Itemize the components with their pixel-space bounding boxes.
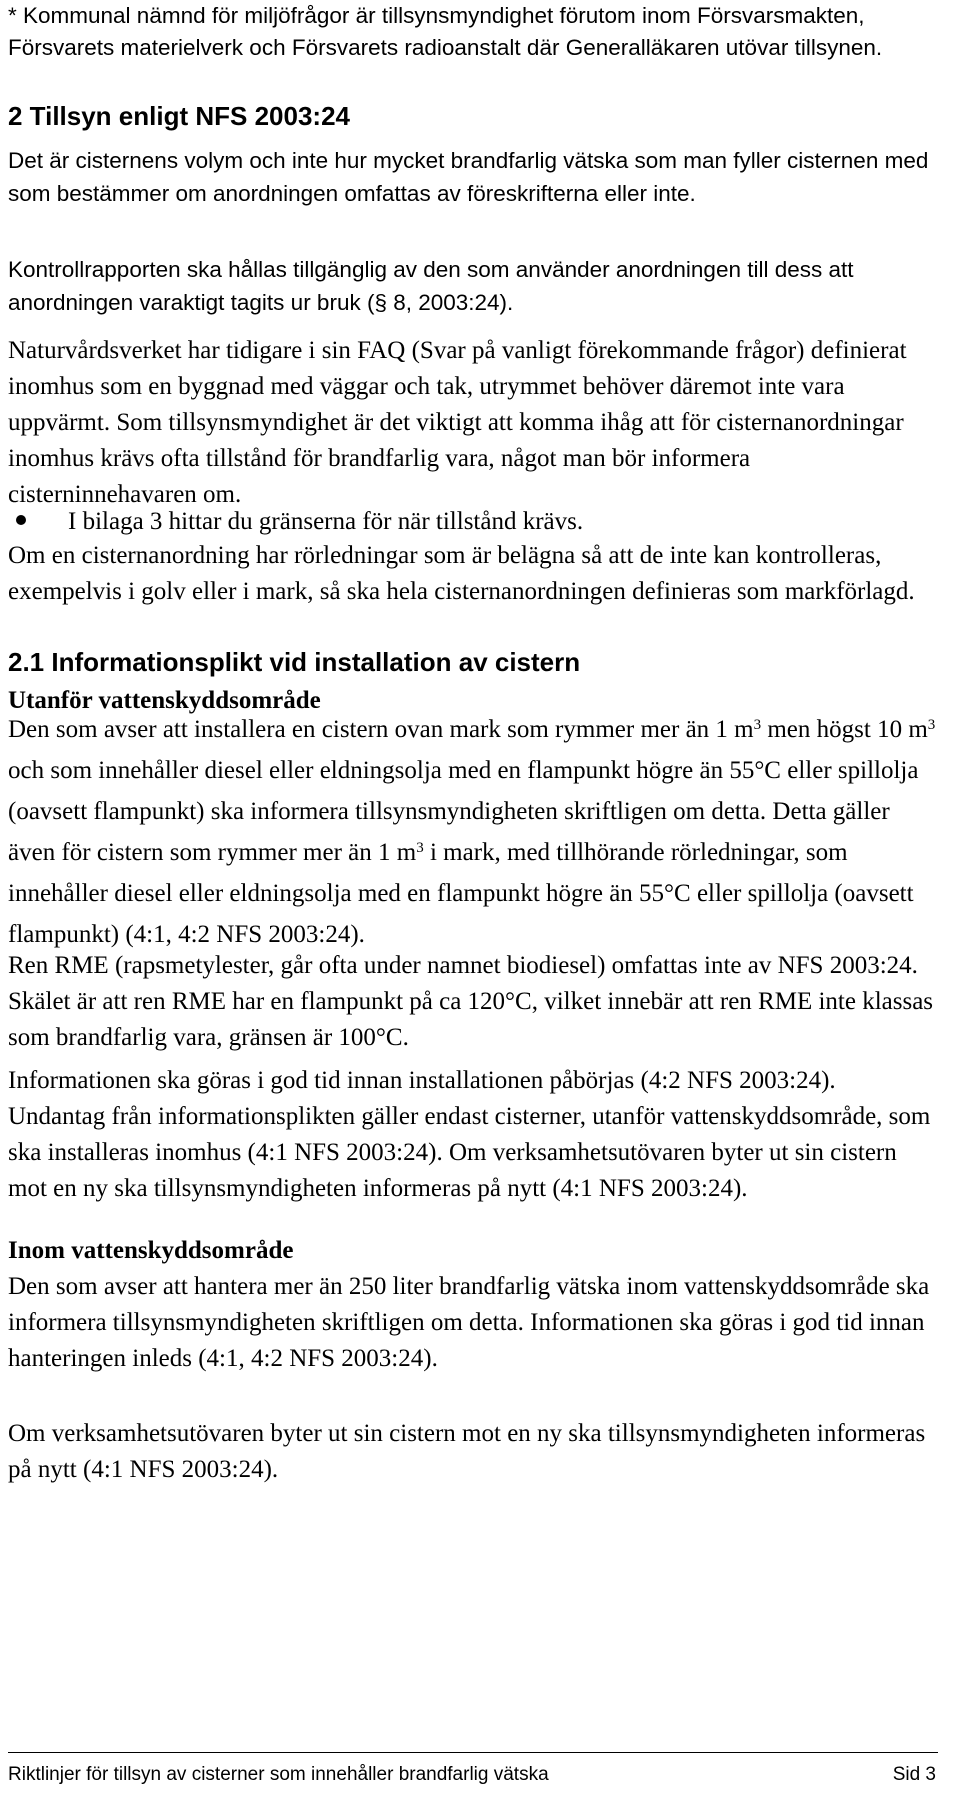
footer-title: Riktlinjer för tillsyn av cisterner som innehåller brandfarlig vätska (8, 1764, 549, 1785)
subheading: Utanför vattenskyddsområde (8, 687, 321, 714)
paragraph: Ren RME (rapsmetylester, går ofta under namnet biodiesel) omfattas inte av NFS 2003:24. Skälet är att ren RME har en flampunkt på ca 120°C, vilket innebär att ren RME inte klassas som brandfarlig vara, gränsen är 100°C. (8, 952, 934, 1051)
paragraph: Om en cisternanordning har rörledningar som är belägna så att de inte kan kontrolleras, exempelvis i golv eller i mark, så ska hela cisternanordningen definieras som markförlagd. (8, 542, 915, 605)
paragraph: Den som avser att installera en cistern ovan mark som rymmer mer än 1 $m^3$ men högst 10 $m^3$ och som innehåller diesel eller eldningsolja med en flampunkt högre än 55°C eller spillolja (oavsett flampunkt) ska informera tillsynsmyndigheten skriftligen om detta. Detta gäller även för cistern som rymmer mer än 1 $m^3$ i mark, med tillhörande rörledningar, som innehåller diesel eller eldningsolja med en flampunkt högre än 55°C eller spillolja (oavsett flampunkt) (4:1, 4:2 NFS 2003:24). (8, 716, 936, 948)
subheading: Inom vattenskyddsområde (8, 1237, 294, 1264)
footnote: * Kommunal nämnd för miljöfrågor är tillsynsmyndighet förutom inom Försvarsmakten, Försvarets materielverk och Försvarets radioanstalt där Generalläkaren utövar tillsynen. (8, 3, 883, 60)
section-heading: 2.1 Informationsplikt vid installation av cistern (8, 647, 581, 677)
paragraph: Det är cisternens volym och inte hur mycket brandfarlig vätska som man fyller cisternen med som bestämmer om anordningen omfattas av föreskrifterna eller inte. (8, 148, 929, 206)
paragraph: Den som avser att hantera mer än 250 liter brandfarlig vätska inom vattenskyddsområde ska informera tillsynsmyndigheten skriftligen om detta. Informationen ska göras i god tid innan hanteringen inleds (4:1, 4:2 NFS 2003:24). (8, 1273, 930, 1372)
footer-divider (8, 1752, 938, 1753)
paragraph: Naturvårdsverket har tidigare i sin FAQ (Svar på vanligt förekommande frågor) definierat inomhus som en byggnad med väggar och tak, utrymmet behöver däremot inte vara uppvärmt. Som tillsynsmyndighet är det viktigt att komma ihåg att för cisternanordningar inomhus krävs ofta tillstånd för brandfarlig vara, något man bör informera cisterninnehavaren om. (8, 337, 907, 508)
bullet-icon (16, 515, 26, 525)
paragraph: Kontrollrapporten ska hållas tillgänglig av den som använder anordningen till dess att anordningen varaktigt tagits ur bruk (§ 8, 2003:24). (8, 257, 854, 315)
bullet-list-item (8, 504, 938, 540)
paragraph: Informationen ska göras i god tid innan installationen påbörjas (4:2 NFS 2003:24). Undantag från informationsplikten gäller endast cisterner, utanför vattenskyddsområde, som ska installeras inomhus (4:1 NFS 2003:24). Om verksamhetsutövaren byter ut sin cistern mot en ny ska tillsynsmyndigheten informeras på nytt (4:1 NFS 2003:24). (8, 1067, 931, 1202)
section-heading: 2 Tillsyn enligt NFS 2003:24 (8, 101, 350, 131)
paragraph: Om verksamhetsutövaren byter ut sin cistern mot en ny ska tillsynsmyndigheten informeras på nytt (4:1 NFS 2003:24). (8, 1420, 926, 1483)
page-number: Sid 3 (892, 1764, 936, 1785)
bullet-text: I bilaga 3 hittar du gränserna för när tillstånd krävs. (68, 508, 584, 535)
